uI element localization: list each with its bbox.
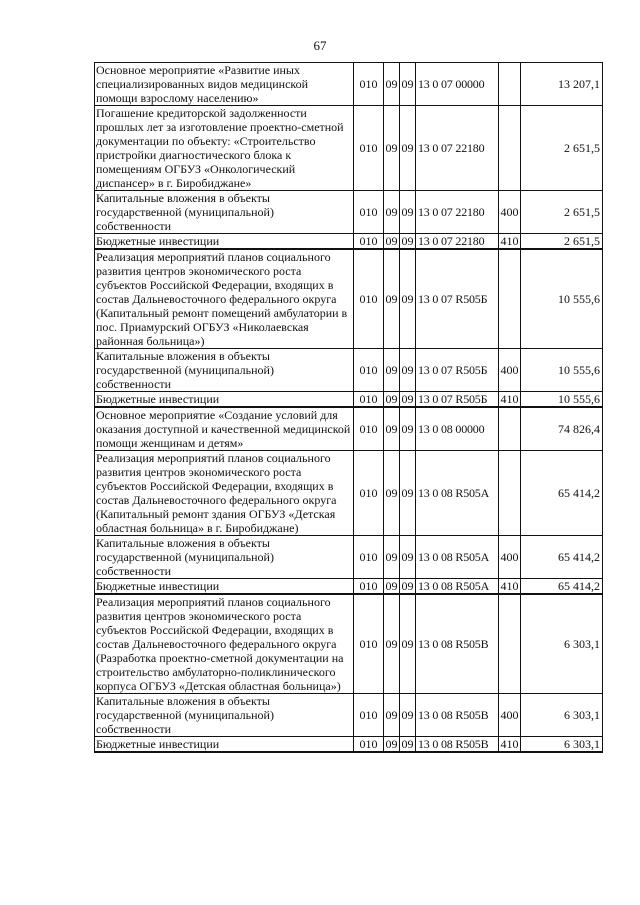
expense-type-code: 400 <box>499 349 521 392</box>
target-article-code: 13 0 08 R505А <box>416 536 499 579</box>
row-name: Основное мероприятие «Развитие иных специализированных видов медицинской помощи взрослому населению» <box>95 63 354 106</box>
table-row <box>95 249 603 349</box>
expense-type-code: 410 <box>500 737 519 751</box>
sum-value: 65 414,2 <box>521 536 603 579</box>
subsection-code: 09 <box>400 249 416 349</box>
expense-type-code <box>499 106 521 191</box>
section-code: 09 <box>384 191 400 234</box>
table-row <box>95 234 603 250</box>
ministry-code: 010 <box>354 407 384 451</box>
sum-value: 10 555,6 <box>521 249 603 349</box>
subsection-code: 09 <box>400 536 416 579</box>
section-code: 09 <box>385 737 398 751</box>
section-code: 09 <box>384 536 400 579</box>
subsection-code: 09 <box>400 694 416 737</box>
table-row <box>95 191 603 234</box>
sum-value: 2 651,5 <box>521 234 603 250</box>
ministry-code: 010 <box>354 106 384 191</box>
section-code: 09 <box>385 234 398 248</box>
target-article-code: 13 0 08 00000 <box>416 407 499 451</box>
sum-value: 65 414,2 <box>521 579 603 595</box>
target-article-code: 13 0 08 R505В <box>416 694 499 737</box>
row-name: Капитальные вложения в объекты государственной (муниципальной) собственности <box>95 536 354 579</box>
page-number: 67 <box>313 38 327 53</box>
ministry-code: 010 <box>354 249 384 349</box>
subsection-code: 09 <box>400 106 416 191</box>
row-name: Бюджетные инвестиции <box>95 234 354 250</box>
row-name: Капитальные вложения в объекты государственной (муниципальной) собственности <box>95 694 354 737</box>
section-code: 09 <box>384 249 400 349</box>
target-article-code: 13 0 07 00000 <box>416 63 499 106</box>
row-name: Бюджетные инвестиции <box>95 579 354 595</box>
target-article-code: 13 0 07 R505Б <box>416 249 499 349</box>
ministry-code: 010 <box>354 451 384 536</box>
table-row <box>95 451 603 536</box>
ministry-code: 010 <box>354 594 384 694</box>
section-code: 09 <box>384 594 400 694</box>
target-article-code: 13 0 07 R505Б <box>416 349 499 392</box>
section-code: 09 <box>385 392 398 406</box>
section-code: 09 <box>384 407 400 451</box>
table-row <box>95 579 603 595</box>
subsection-code: 09 <box>400 594 416 694</box>
budget-table-body <box>95 63 603 753</box>
row-name: Бюджетные инвестиции <box>95 392 354 408</box>
row-name: Основное мероприятие «Создание условий для оказания доступной и качественной медицинской помощи женщинам и детям» <box>95 407 354 451</box>
subsection-code: 09 <box>401 234 414 248</box>
expense-type-code: 400 <box>499 536 521 579</box>
sum-value: 74 826,4 <box>521 407 603 451</box>
expense-type-code <box>499 63 521 106</box>
section-code: 09 <box>384 106 400 191</box>
expense-type-code <box>499 594 521 694</box>
expense-type-code: 400 <box>499 191 521 234</box>
sum-value: 6 303,1 <box>521 694 603 737</box>
section-code: 09 <box>384 694 400 737</box>
subsection-code: 09 <box>401 737 414 751</box>
ministry-code: 010 <box>354 191 384 234</box>
ministry-code: 010 <box>354 536 384 579</box>
subsection-code: 09 <box>400 349 416 392</box>
table-row <box>95 349 603 392</box>
expense-type-code: 410 <box>500 579 519 593</box>
row-name: Бюджетные инвестиции <box>95 737 354 753</box>
target-article-code: 13 0 08 R505А <box>416 451 499 536</box>
row-name: Капитальные вложения в объекты государственной (муниципальной) собственности <box>95 349 354 392</box>
subsection-code: 09 <box>400 63 416 106</box>
table-row <box>95 737 603 753</box>
sum-value: 10 555,6 <box>521 349 603 392</box>
ministry-code: 010 <box>354 392 384 408</box>
section-code: 09 <box>384 63 400 106</box>
table-row <box>95 536 603 579</box>
target-article-code: 13 0 07 22180 <box>416 191 499 234</box>
target-article-code: 13 0 07 22180 <box>416 106 499 191</box>
sum-value: 6 303,1 <box>521 594 603 694</box>
table-row <box>95 407 603 451</box>
table-row <box>95 392 603 408</box>
expense-type-code <box>499 407 521 451</box>
subsection-code: 09 <box>400 451 416 536</box>
sum-value: 6 303,1 <box>521 737 603 753</box>
subsection-code: 09 <box>401 579 414 593</box>
table-row <box>95 594 603 694</box>
sum-value: 65 414,2 <box>521 451 603 536</box>
sum-value: 2 651,5 <box>521 191 603 234</box>
table-row <box>95 106 603 191</box>
sum-value: 2 651,5 <box>521 106 603 191</box>
target-article-code: 13 0 08 R505А <box>416 579 499 595</box>
section-code: 09 <box>384 349 400 392</box>
target-article-code: 13 0 07 22180 <box>416 234 499 250</box>
subsection-code: 09 <box>400 191 416 234</box>
ministry-code: 010 <box>354 234 384 250</box>
budget-table <box>94 62 603 753</box>
expense-type-code: 410 <box>500 392 519 406</box>
row-name: Реализация мероприятий планов социального развития центров экономического роста субъектов Российской Федерации, входящих в состав Дальневосточного федерального округа (Капитальный ремонт здания ОГБУЗ «Детская областная больница» в г. Биробиджане) <box>95 451 354 536</box>
expense-type-code <box>499 249 521 349</box>
table-row <box>95 694 603 737</box>
row-name: Капитальные вложения в объекты государственной (муниципальной) собственности <box>95 191 354 234</box>
section-code: 09 <box>384 451 400 536</box>
ministry-code: 010 <box>354 349 384 392</box>
subsection-code: 09 <box>400 407 416 451</box>
target-article-code: 13 0 08 R505В <box>416 594 499 694</box>
sum-value: 10 555,6 <box>521 392 603 408</box>
target-article-code: 13 0 08 R505В <box>416 737 499 753</box>
expense-type-code: 400 <box>499 694 521 737</box>
table-row <box>95 63 603 106</box>
target-article-code: 13 0 07 R505Б <box>416 392 499 408</box>
subsection-code: 09 <box>401 392 414 406</box>
row-name: Реализация мероприятий планов социального развития центров экономического роста субъектов Российской Федерации, входящих в состав Дальневосточного федерального округа (Капитальный ремонт помещений амбулатории в пос. Приамурский ОГБУЗ «Николаевская районная больница») <box>95 249 354 349</box>
sum-value: 13 207,1 <box>521 63 603 106</box>
section-code: 09 <box>385 579 398 593</box>
expense-type-code <box>499 451 521 536</box>
row-name: Реализация мероприятий планов социального развития центров экономического роста субъектов Российской Федерации, входящих в состав Дальневосточного федерального округа (Разработка проектно-сметной документации на строительство амбулаторно-поликлинического корпуса ОГБУЗ «Детская областная больница») <box>95 594 354 694</box>
ministry-code: 010 <box>354 694 384 737</box>
ministry-code: 010 <box>354 63 384 106</box>
ministry-code: 010 <box>354 579 384 595</box>
expense-type-code: 410 <box>500 234 519 248</box>
ministry-code: 010 <box>354 737 384 753</box>
row-name: Погашение кредиторской задолженности прошлых лет за изготовление проектно-сметной документации по объекту: «Строительство пристройки диагностического блока к помещениям ОГБУЗ «Онкологический диспансер» в г. Биробиджане» <box>95 106 354 191</box>
